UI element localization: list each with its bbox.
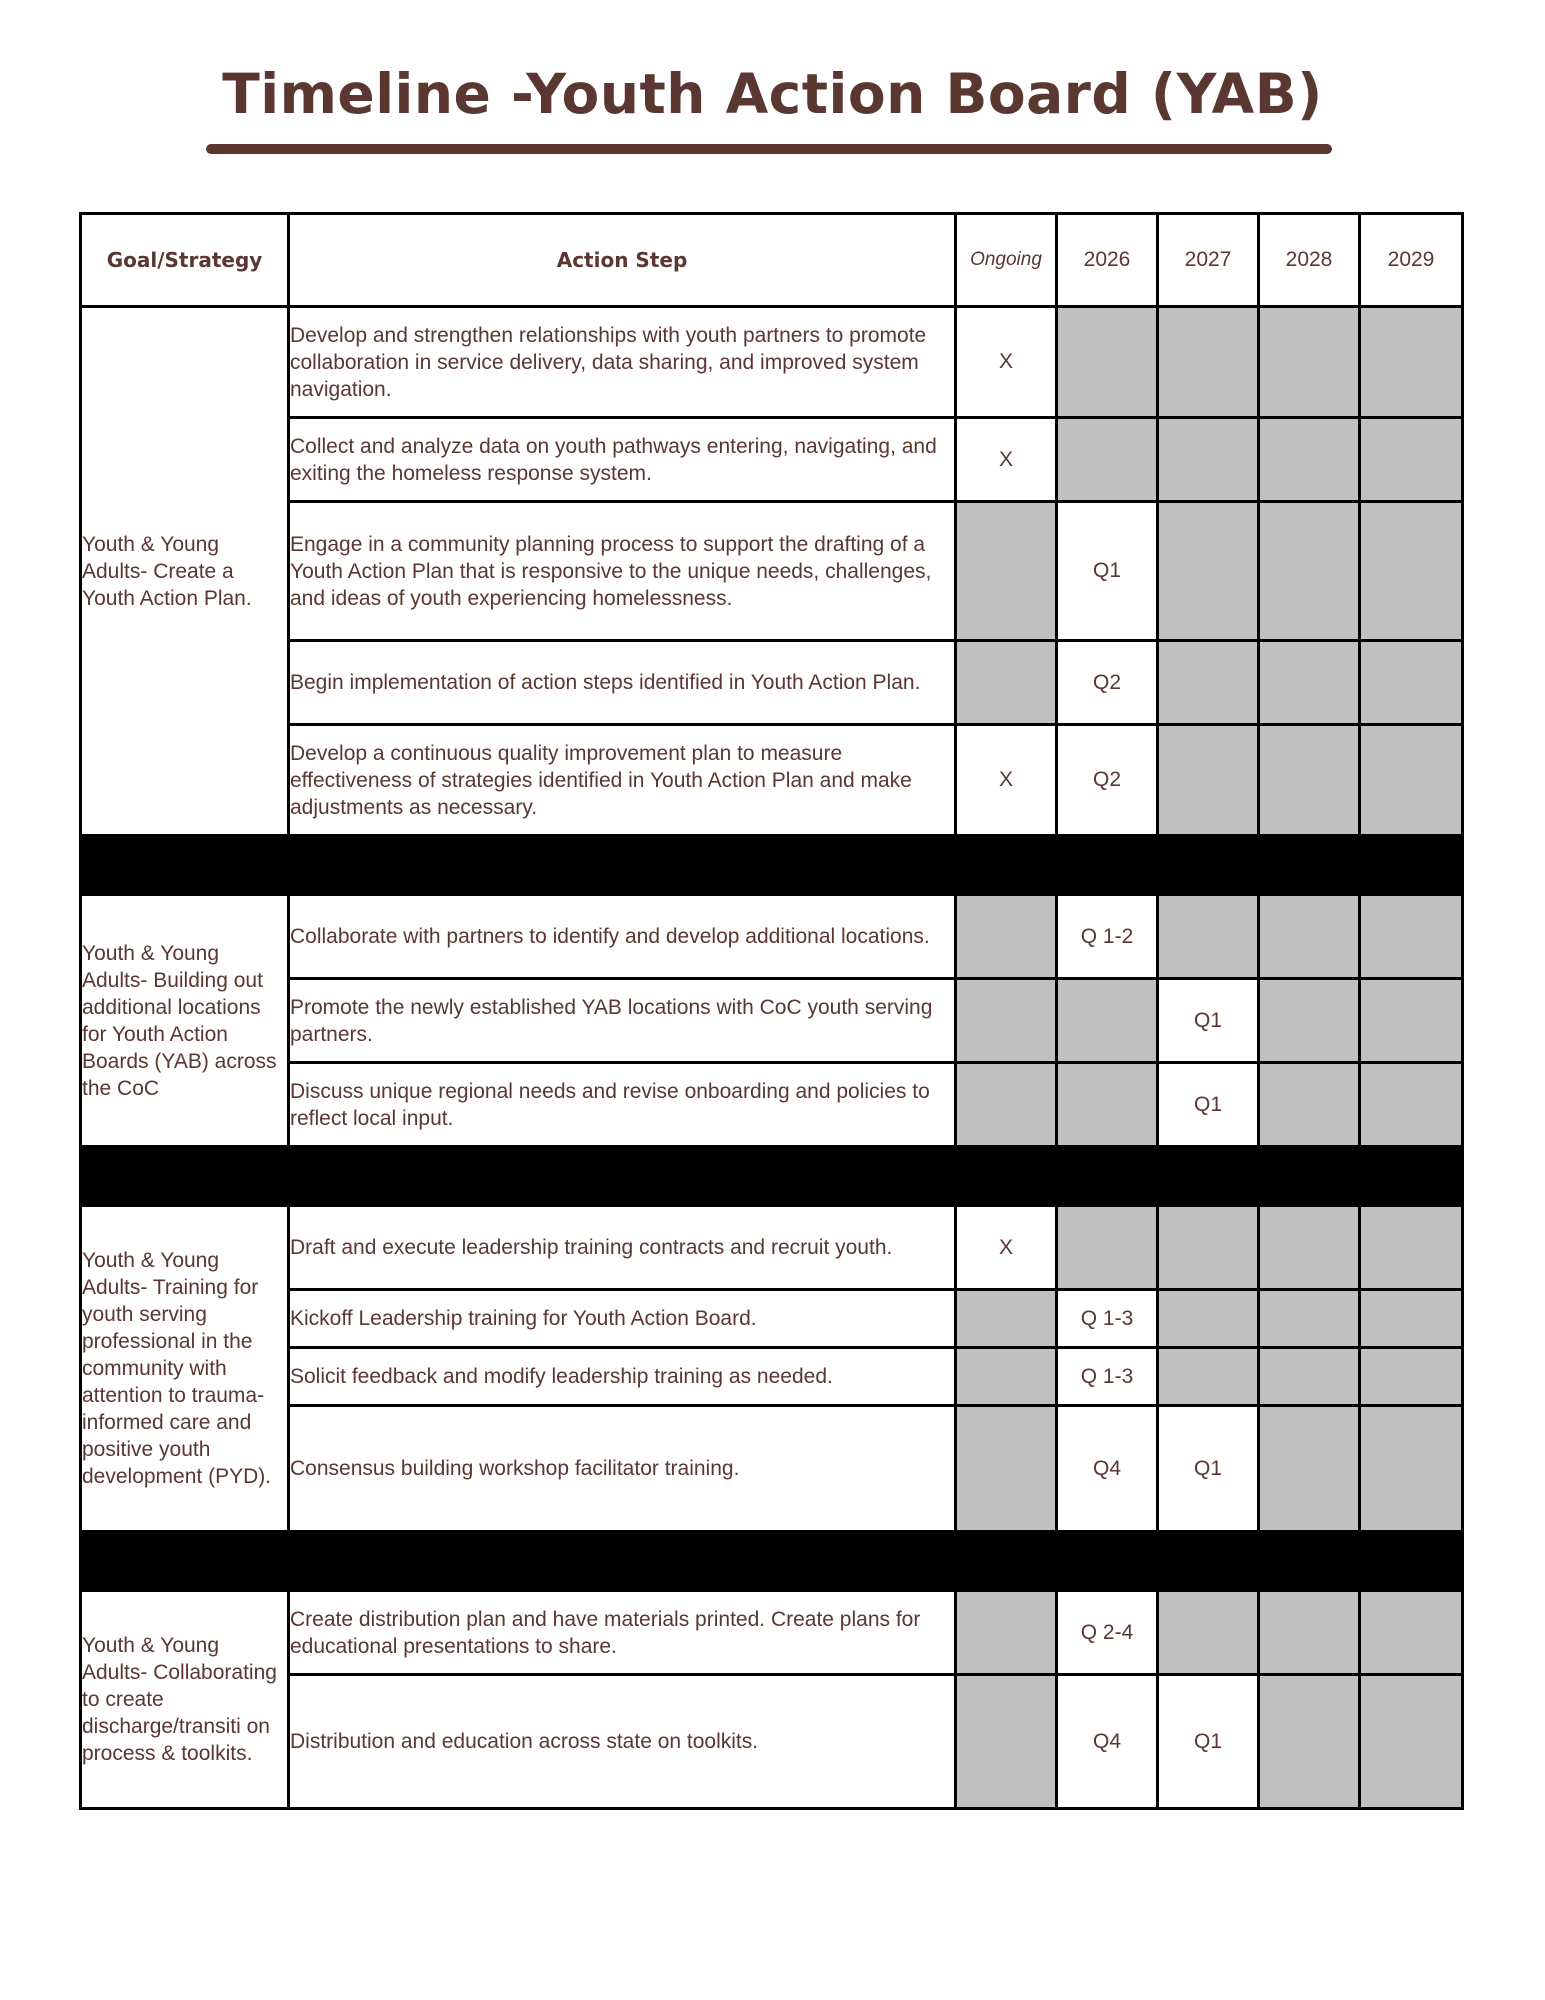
table-row [81, 307, 1463, 418]
shaded-cell [956, 1290, 1057, 1348]
shaded-cell [956, 502, 1057, 641]
shaded-cell [1360, 895, 1463, 979]
shaded-cell [1360, 1290, 1463, 1348]
shaded-cell [1158, 641, 1259, 725]
year-2026-mark: Q 1-2 [1057, 895, 1158, 979]
ongoing-mark: X [956, 725, 1057, 836]
action-step: Engage in a community planning process to support the drafting of a Youth Action Plan that is responsive to the unique needs, challenges, and ideas of youth experiencing homelessness. [289, 502, 956, 641]
shaded-cell [1360, 725, 1463, 836]
shaded-cell [956, 1348, 1057, 1406]
separator-bar [81, 836, 1463, 895]
shaded-cell [1158, 1591, 1259, 1675]
header-2028: 2028 [1259, 214, 1360, 307]
action-step: Begin implementation of action steps identified in Youth Action Plan. [289, 641, 956, 725]
table-row [81, 1348, 1463, 1406]
shaded-cell [1259, 1348, 1360, 1406]
action-step: Discuss unique regional needs and revise onboarding and policies to reflect local input. [289, 1063, 956, 1147]
shaded-cell [1158, 725, 1259, 836]
header-ongoing: Ongoing [956, 214, 1057, 307]
shaded-cell [1259, 307, 1360, 418]
shaded-cell [1360, 641, 1463, 725]
shaded-cell [1259, 502, 1360, 641]
action-step: Promote the newly established YAB locations with CoC youth serving partners. [289, 979, 956, 1063]
action-step: Collect and analyze data on youth pathways entering, navigating, and exiting the homeless response system. [289, 418, 956, 502]
year-2026-mark: Q 1-3 [1057, 1290, 1158, 1348]
shaded-cell [1259, 418, 1360, 502]
action-step: Draft and execute leadership training contracts and recruit youth. [289, 1206, 956, 1290]
separator-bar [81, 1532, 1463, 1591]
shaded-cell [1360, 1348, 1463, 1406]
separator-row [81, 1147, 1463, 1206]
shaded-cell [956, 1675, 1057, 1809]
shaded-cell [1360, 307, 1463, 418]
separator-row [81, 1532, 1463, 1591]
header-action-step: Action Step [289, 214, 956, 307]
table-row [81, 1290, 1463, 1348]
ongoing-mark: X [956, 418, 1057, 502]
table-row [81, 1206, 1463, 1290]
action-step: Consensus building workshop facilitator training. [289, 1406, 956, 1532]
table-row [81, 641, 1463, 725]
shaded-cell [1259, 1206, 1360, 1290]
shaded-cell [1057, 418, 1158, 502]
header-2026: 2026 [1057, 214, 1158, 307]
shaded-cell [1057, 1206, 1158, 1290]
shaded-cell [956, 979, 1057, 1063]
shaded-cell [1259, 1675, 1360, 1809]
header-goal-strategy: Goal/Strategy [81, 214, 289, 307]
table-row [81, 1406, 1463, 1532]
shaded-cell [1158, 307, 1259, 418]
shaded-cell [956, 1591, 1057, 1675]
year-2026-mark: Q4 [1057, 1406, 1158, 1532]
table-row [81, 1675, 1463, 1809]
shaded-cell [1158, 895, 1259, 979]
shaded-cell [1259, 725, 1360, 836]
table-row [81, 895, 1463, 979]
table-row [81, 502, 1463, 641]
page-title: Timeline -Youth Action Board (YAB) [222, 62, 1323, 126]
year-2026-mark: Q2 [1057, 641, 1158, 725]
shaded-cell [1259, 1406, 1360, 1532]
year-2027-mark: Q1 [1158, 1063, 1259, 1147]
header-row [81, 214, 1463, 307]
shaded-cell [1360, 979, 1463, 1063]
shaded-cell [1360, 418, 1463, 502]
action-step: Solicit feedback and modify leadership training as needed. [289, 1348, 956, 1406]
shaded-cell [1158, 502, 1259, 641]
shaded-cell [1360, 1206, 1463, 1290]
title-underline [206, 144, 1332, 154]
shaded-cell [956, 1406, 1057, 1532]
shaded-cell [1259, 1591, 1360, 1675]
shaded-cell [1360, 1406, 1463, 1532]
shaded-cell [1360, 1063, 1463, 1147]
year-2026-mark: Q2 [1057, 725, 1158, 836]
goal-cell: Youth & Young Adults- Training for youth serving professional in the community with attention to trauma-informed care and positive youth development (PYD). [81, 1206, 289, 1532]
year-2026-mark: Q1 [1057, 502, 1158, 641]
shaded-cell [1158, 1348, 1259, 1406]
goal-cell: Youth & Young Adults- Create a Youth Action Plan. [81, 307, 289, 836]
header-2029: 2029 [1360, 214, 1463, 307]
table-row [81, 1063, 1463, 1147]
table-row [81, 725, 1463, 836]
year-2027-mark: Q1 [1158, 1406, 1259, 1532]
year-2026-mark: Q4 [1057, 1675, 1158, 1809]
shaded-cell [1057, 307, 1158, 418]
action-step: Create distribution plan and have materials printed. Create plans for educational presentations to share. [289, 1591, 956, 1675]
year-2027-mark: Q1 [1158, 979, 1259, 1063]
header-2027: 2027 [1158, 214, 1259, 307]
shaded-cell [1259, 641, 1360, 725]
shaded-cell [1259, 1290, 1360, 1348]
shaded-cell [956, 641, 1057, 725]
shaded-cell [1360, 1675, 1463, 1809]
separator-bar [81, 1147, 1463, 1206]
action-step: Collaborate with partners to identify and develop additional locations. [289, 895, 956, 979]
shaded-cell [1259, 1063, 1360, 1147]
shaded-cell [1259, 895, 1360, 979]
shaded-cell [1259, 979, 1360, 1063]
action-step: Distribution and education across state on toolkits. [289, 1675, 956, 1809]
shaded-cell [1360, 1591, 1463, 1675]
shaded-cell [1057, 979, 1158, 1063]
shaded-cell [1158, 1206, 1259, 1290]
year-2026-mark: Q 1-3 [1057, 1348, 1158, 1406]
shaded-cell [1158, 1290, 1259, 1348]
shaded-cell [1057, 1063, 1158, 1147]
goal-cell: Youth & Young Adults- Building out additional locations for Youth Action Boards (YAB) across the CoC [81, 895, 289, 1147]
shaded-cell [956, 895, 1057, 979]
action-step: Develop a continuous quality improvement plan to measure effectiveness of strategies identified in Youth Action Plan and make adjustments as necessary. [289, 725, 956, 836]
table-row [81, 1591, 1463, 1675]
year-2027-mark: Q1 [1158, 1675, 1259, 1809]
ongoing-mark: X [956, 307, 1057, 418]
separator-row [81, 836, 1463, 895]
year-2026-mark: Q 2-4 [1057, 1591, 1158, 1675]
timeline-table [79, 212, 1464, 1810]
goal-cell: Youth & Young Adults- Collaborating to create discharge/transiti on process & toolkits. [81, 1591, 289, 1809]
action-step: Develop and strengthen relationships with youth partners to promote collaboration in service delivery, data sharing, and improved system navigation. [289, 307, 956, 418]
table-row [81, 979, 1463, 1063]
action-step: Kickoff Leadership training for Youth Action Board. [289, 1290, 956, 1348]
shaded-cell [956, 1063, 1057, 1147]
shaded-cell [1360, 502, 1463, 641]
ongoing-mark: X [956, 1206, 1057, 1290]
table-row [81, 418, 1463, 502]
shaded-cell [1158, 418, 1259, 502]
